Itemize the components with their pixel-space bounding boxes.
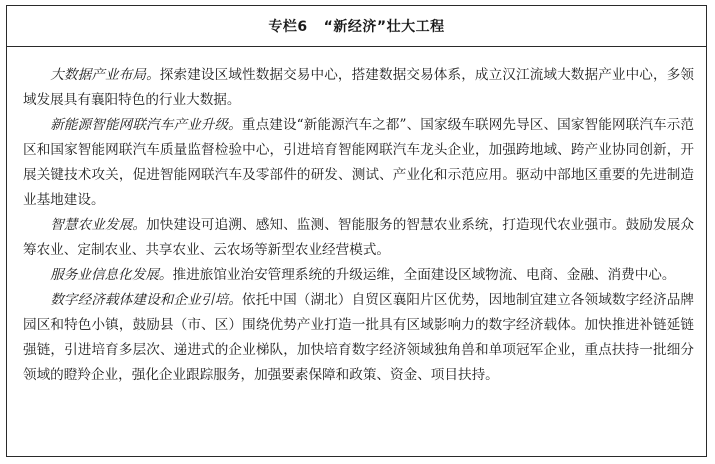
paragraph-text: 加快建设可追溯、感知、监测、智能服务的智慧农业系统，打造现代农业强市。鼓励发展众筹农业、定制农业、共享农业、云农场等新型农业经营模式。 bbox=[23, 217, 695, 258]
paragraph-lead: 智慧农业发展。 bbox=[50, 217, 147, 233]
box-title: “新经济”壮大工程 bbox=[323, 19, 445, 35]
paragraph-text: 探索建设区域性数据交易中心，搭建数据交易体系，成立汉江流域大数据产业中心，多领域发展具有襄阳特色的行业大数据。 bbox=[23, 67, 695, 108]
paragraph-text: 重点建设“新能源汽车之都”、国家级车联网先导区、国家智能网联汽车示范区和国家智能网联汽车质量监督检验中心，引进培育智能网联汽车龙头企业，加强跨地域、跨产业协同创新，开展关键技术攻关，促进智能网联汽车及零部件的研发、测试、产业化和示范应用。驱动中部地区重要的先进制造业基地建设。 bbox=[23, 117, 694, 208]
paragraph-digital-economy bbox=[23, 288, 694, 388]
column-box bbox=[6, 5, 707, 457]
paragraph-text: 依托中国（湖北）自贸区襄阳片区优势，因地制宜建立各领域数字经济品牌园区和特色小镇，鼓励县（市、区）围绕优势产业打造一批具有区域影响力的数字经济载体。加快推进补链延链强链，引进培育多层次、递进式的企业梯队，加快培育数字经济领域独角兽和单项冠军企业，重点扶持一批细分领域的瞪羚企业，强化企业跟踪服务，加强要素保障和政策、资金、项目扶持。 bbox=[23, 292, 695, 383]
paragraph-lead: 新能源智能网联汽车产业升级。 bbox=[50, 117, 242, 133]
box-label: 专栏6 bbox=[268, 19, 308, 35]
paragraph-text: 推进旅馆业治安管理系统的升级运维，全面建设区域物流、电商、金融、消费中心。 bbox=[172, 267, 676, 283]
box-header bbox=[7, 6, 706, 47]
paragraph-services bbox=[23, 263, 694, 288]
paragraph-lead: 服务业信息化发展。 bbox=[50, 267, 173, 283]
paragraph-big-data bbox=[23, 63, 694, 113]
paragraph-nev bbox=[23, 113, 694, 213]
box-content bbox=[7, 47, 706, 388]
paragraph-lead: 大数据产业布局。 bbox=[50, 67, 160, 83]
paragraph-smart-agriculture bbox=[23, 213, 694, 263]
paragraph-lead: 数字经济载体建设和企业引培。 bbox=[50, 292, 242, 308]
